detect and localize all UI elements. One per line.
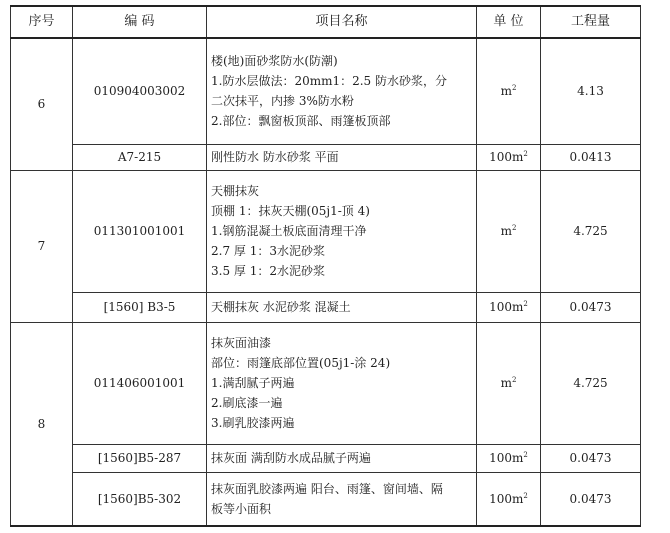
row-name-line: 1.钢筋混凝土板底面清理干净 [211, 224, 367, 238]
row-name-line: 板等小面积 [211, 501, 272, 516]
row-code: 011406001001 [73, 322, 207, 444]
engineering-quantity-table-sheet [10, 5, 640, 527]
row-code: [1560]B5-287 [73, 444, 207, 472]
row-code: 010904003002 [73, 38, 207, 144]
row-name-line: 2.7 厚 1：3水泥砂浆 [211, 244, 325, 258]
table-row [11, 144, 641, 170]
table-row [11, 170, 641, 292]
row-qty: 0.0413 [541, 144, 641, 170]
row-name-line: 1.防水层做法：20mm1：2.5 防水砂浆，分 [211, 74, 448, 89]
row-name [207, 38, 477, 144]
row-name-line: 楼(地)面砂浆防水(防潮) [211, 54, 338, 69]
row-qty: 0.0473 [541, 292, 641, 322]
row-code: 011301001001 [73, 170, 207, 292]
row-qty: 4.725 [541, 322, 641, 444]
unit-sup: 2 [523, 150, 528, 158]
table-row [11, 472, 641, 526]
table-row [11, 322, 641, 444]
row-name-line: 二次抹平，内掺 3%防水粉 [211, 94, 354, 109]
row-unit [477, 444, 541, 472]
row-name-line: 3.刷乳胶漆两遍 [211, 416, 295, 430]
table-header-row [11, 6, 641, 38]
header-unit: 单 位 [477, 6, 541, 38]
row-unit [477, 38, 541, 144]
row-no: 8 [11, 322, 73, 526]
row-name [207, 444, 477, 472]
row-name-line: 抹灰面乳胶漆两遍 阳台、雨篷、窗间墙、隔 [211, 481, 443, 496]
row-qty: 0.0473 [541, 472, 641, 526]
row-name-line: 天棚抹灰 [211, 184, 260, 198]
table-row [11, 38, 641, 144]
row-unit [477, 292, 541, 322]
unit-base: m [500, 376, 512, 390]
unit-base: 100m [489, 491, 524, 506]
row-name [207, 472, 477, 526]
row-name-line: 顶棚 1：抹灰天棚(05j1-顶 4) [211, 204, 370, 218]
unit-base: 100m [489, 451, 524, 465]
header-code: 编 码 [73, 6, 207, 38]
row-name-line: 2.刷底漆一遍 [211, 396, 283, 410]
row-name [207, 144, 477, 170]
row-code: [1560]B5-302 [73, 472, 207, 526]
row-name-line: 抹灰面油漆 [211, 336, 272, 350]
row-name-line: 3.5 厚 1：2水泥砂浆 [211, 264, 325, 278]
row-qty: 4.725 [541, 170, 641, 292]
row-name-line: 抹灰面 满刮防水成品腻子两遍 [211, 451, 371, 465]
row-name [207, 292, 477, 322]
row-name-line: 天棚抹灰 水泥砂浆 混凝土 [211, 300, 351, 314]
row-name-line: 刚性防水 防水砂浆 平面 [211, 150, 339, 164]
header-no: 序号 [11, 6, 73, 38]
table-row [11, 292, 641, 322]
unit-sup: 2 [511, 84, 517, 93]
row-unit [477, 322, 541, 444]
row-qty: 0.0473 [541, 444, 641, 472]
row-name-line: 1.满刮腻子两遍 [211, 376, 295, 390]
unit-sup: 2 [511, 224, 517, 232]
row-no: 7 [11, 170, 73, 322]
row-code: A7-215 [73, 144, 207, 170]
row-unit [477, 144, 541, 170]
unit-sup: 2 [523, 491, 528, 500]
header-name: 项目名称 [207, 6, 477, 38]
unit-base: m [500, 84, 512, 99]
unit-base: 100m [489, 300, 524, 314]
unit-sup: 2 [523, 300, 528, 308]
row-name [207, 170, 477, 292]
row-qty: 4.13 [541, 38, 641, 144]
unit-sup: 2 [523, 451, 528, 459]
header-qty: 工程量 [541, 6, 641, 38]
row-name [207, 322, 477, 444]
row-unit [477, 472, 541, 526]
unit-base: 100m [489, 150, 524, 164]
unit-base: m [500, 224, 512, 238]
row-code: [1560] B3-5 [73, 292, 207, 322]
row-name-line: 部位：雨篷底部位置(05j1-涂 24) [211, 356, 391, 370]
table-row [11, 444, 641, 472]
unit-sup: 2 [511, 376, 517, 384]
quantity-table [10, 5, 641, 527]
row-unit [477, 170, 541, 292]
row-name-line: 2.部位：飘窗板顶部、雨篷板顶部 [211, 114, 391, 129]
row-no: 6 [11, 38, 73, 170]
